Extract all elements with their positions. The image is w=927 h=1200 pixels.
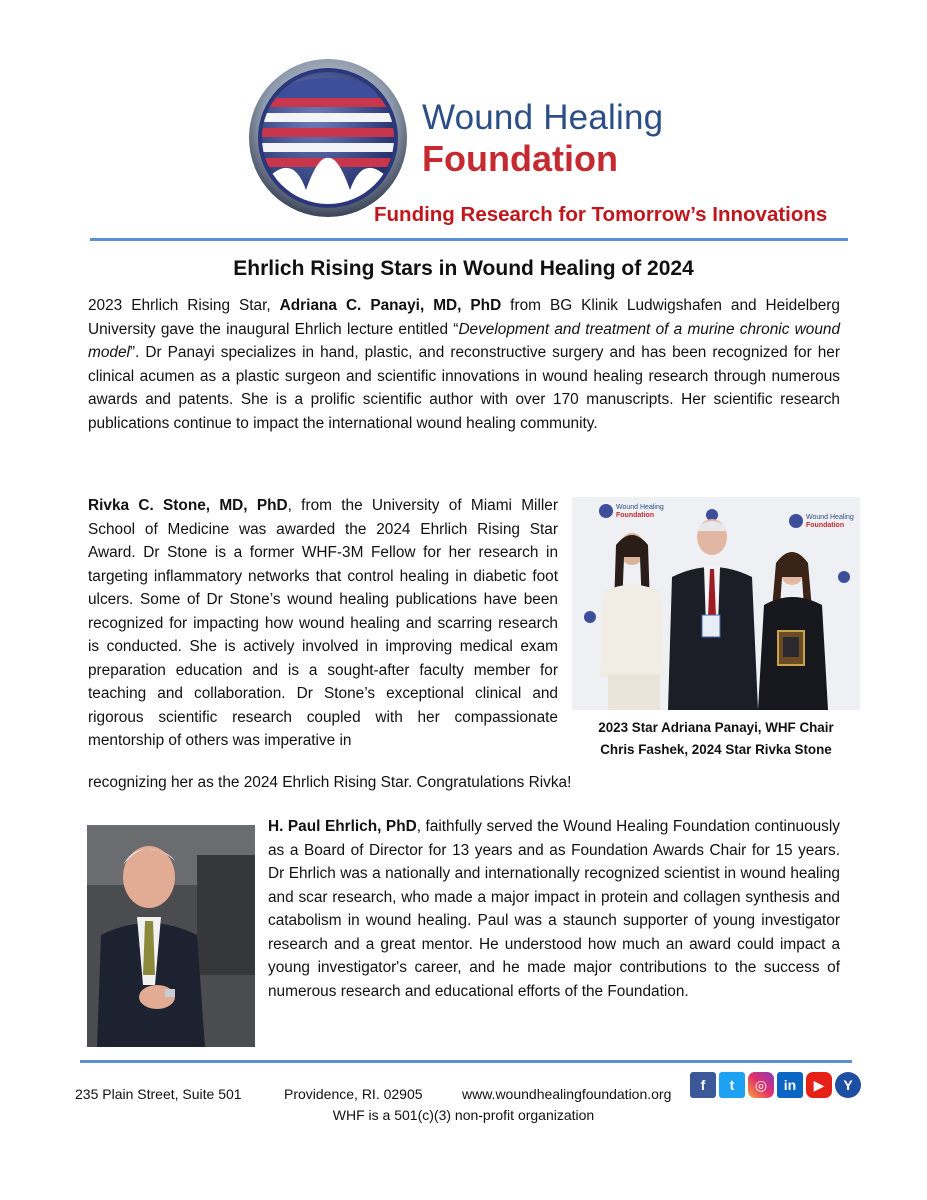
instagram-icon[interactable]: ◎ [748,1072,774,1098]
lecture-title: Development and treatment of a murine chronic wound model [88,320,841,361]
wound-healing-foundation-logo-icon [248,58,408,218]
stone-name: Rivka C. Stone, MD, PhD [88,497,288,514]
brand-name-line2: Foundation [422,138,618,179]
backdrop-brand-3: Wound Healing [806,514,854,521]
facebook-icon[interactable]: f [690,1072,716,1098]
backdrop-brand-4: Foundation [806,522,845,529]
social-icons [690,1072,861,1098]
ehrlich-portrait-photo [87,825,255,1047]
youtube-icon[interactable]: ▶ [806,1072,832,1098]
stone-paragraph: Rivka C. Stone, MD, PhD, from the University of Miami Miller School of Medicine was awarded the 2024 Ehrlich Rising Star Award. Dr Stone is a former WHF-3M Fellow for her research in targeting inflammatory networks that control healing in diabetic foot ulcers. Some of Dr Stone’s wound healing publications have been recognized for impacting how wound healing and scarring research is conducted. She is actively involved in improving medical exam preparation education and is a sought-after faculty member for teaching and collaboration. Dr Stone’s exceptional clinical and rigorous scientific research coupled with her compassionate mentorship of others was imperative in [88,497,558,749]
footer-divider [80,1060,852,1063]
brand-name-line1: Wound Healing [422,98,664,137]
photo-caption-line2: Chris Fashek, 2024 Star Rivka Stone [600,742,832,757]
panayi-name: Adriana C. Panayi, MD, PhD [279,297,502,314]
backdrop-brand-1: Wound Healing [616,504,664,511]
ehrlich-name: H. Paul Ehrlich, PhD [268,818,417,835]
ehrlich-paragraph: H. Paul Ehrlich, PhD, faithfully served the Wound Healing Foundation continuously as a Board of Director for 13 years and as Foundation Awards Chair for 15 years. Dr Ehrlich was a nationally and internationally recognized scientist in wound healing and scar research, who made a major impact in protein and collagen synthesis and catabolism in wound healing. Paul was a staunch supporter of young investigator research and a great mentor. He understood how much an award could impact a young investigator's career, and he made major contributions to the success of numerous research and educational efforts of the Foundation. [268,818,840,1000]
footer-nonprofit: WHF is a 501(c)(3) non-profit organization [332,1107,595,1123]
footer-city: Providence, RI. 02905 [284,1086,423,1102]
linkedin-icon[interactable]: in [777,1072,803,1098]
stone-paragraph-last-line: recognizing her as the 2024 Ehrlich Rising Star. Congratulations Rivka! [88,774,572,791]
header-divider [90,238,848,241]
footer-address: 235 Plain Street, Suite 501 [75,1086,242,1102]
photo-caption-line1: 2023 Star Adriana Panayi, WHF Chair [598,720,834,735]
whf-icon[interactable]: Y [835,1072,861,1098]
backdrop-brand-2: Foundation [616,512,655,519]
panayi-paragraph: 2023 Ehrlich Rising Star, Adriana C. Panayi, MD, PhD from BG Klinik Ludwigshafen and Heidelberg University gave the inaugural Ehrlich lecture entitled “Development and treatment of a murine chronic wound model”. Dr Panayi specializes in hand, plastic, and reconstructive surgery and has been recognized for her clinical acumen as a plastic surgeon and scientific innovations in wound healing research through numerous awards and patents. She is a prolific scientific author with over 170 manuscripts. Her scientific research publications continue to impact the international wound healing community. [88,297,841,432]
footer-website-link[interactable]: www.woundhealingfoundation.org [462,1086,672,1102]
award-photo [572,497,860,710]
page-title: Ehrlich Rising Stars in Wound Healing of 2024 [233,257,694,280]
twitter-icon[interactable]: t [719,1072,745,1098]
tagline: Funding Research for Tomorrow’s Innovations [374,203,828,226]
